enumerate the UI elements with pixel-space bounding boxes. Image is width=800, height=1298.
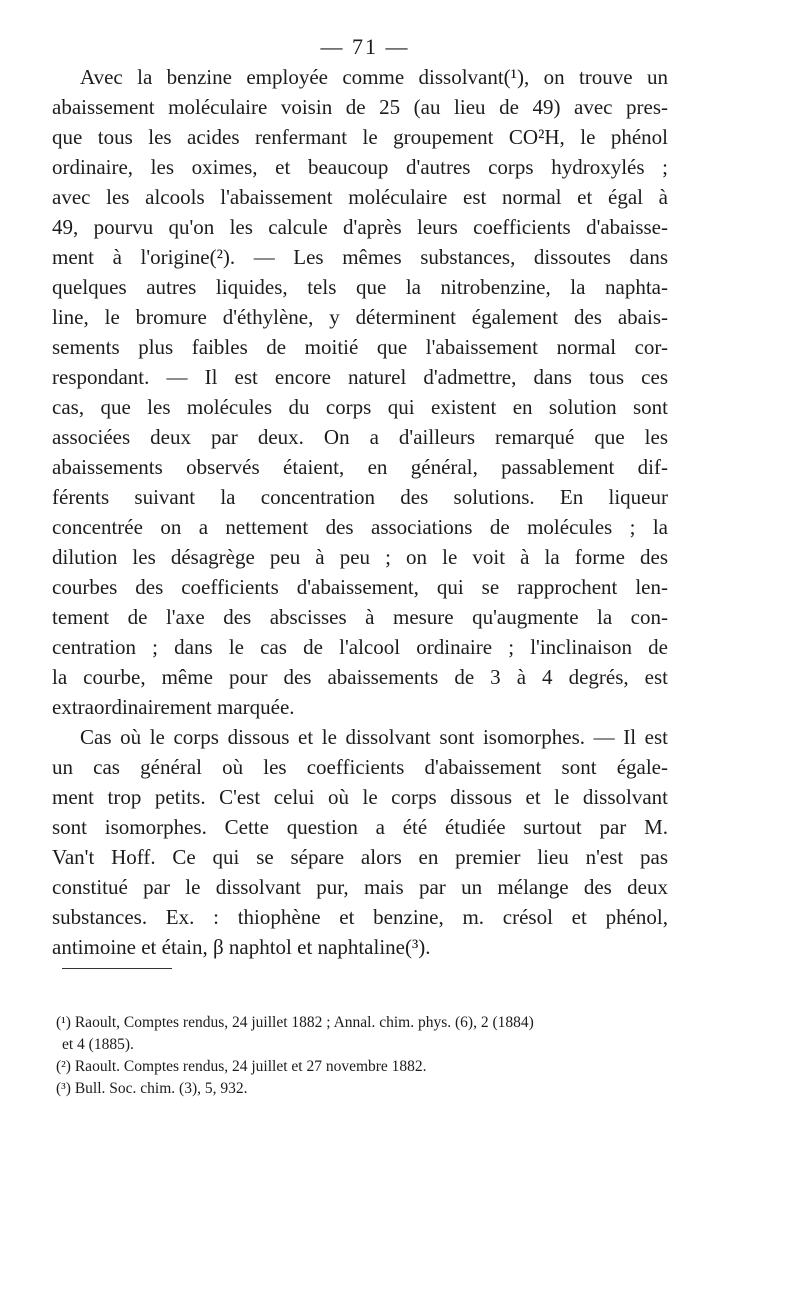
text-line: la courbe, même pour des abaissements de 3 à 4 degrés, est: [52, 665, 668, 689]
text-line: un cas général où les coefficients d'abaissement sont égale-: [52, 755, 668, 779]
footnotes: [56, 1012, 676, 1100]
text-line: sont isomorphes. Cette question a été étudiée surtout par M.: [52, 815, 668, 839]
footnote-1-continued: et 4 (1885).: [62, 1036, 134, 1053]
footnote-1: (¹) Raoult, Comptes rendus, 24 juillet 1882 ; Annal. chim. phys. (6), 2 (1884): [56, 1014, 534, 1031]
text-line: Avec la benzine employée comme dissolvant(¹), on trouve un: [80, 65, 668, 89]
text-line: concentrée on a nettement des associations de molécules ; la: [52, 515, 668, 539]
text-line: férents suivant la concentration des solutions. En liqueur: [52, 485, 668, 509]
text-line: sements plus faibles de moitié que l'abaissement normal cor-: [52, 335, 668, 359]
text-line: cas, que les molécules du corps qui existent en solution sont: [52, 395, 668, 419]
text-line: avec les alcools l'abaissement moléculaire est normal et égal à: [52, 185, 668, 209]
text-line: ment trop petits. C'est celui où le corps dissous et le dissolvant: [52, 785, 668, 809]
footnote-divider: [62, 968, 172, 969]
footnote-2: (²) Raoult. Comptes rendus, 24 juillet et 27 novembre 1882.: [56, 1058, 427, 1075]
footnote-3: (³) Bull. Soc. chim. (3), 5, 932.: [56, 1080, 248, 1097]
text-line: constitué par le dissolvant pur, mais par un mélange des deux: [52, 875, 668, 899]
text-line: extraordinairement marquée.: [52, 695, 295, 719]
text-line: courbes des coefficients d'abaissement, qui se rapprochent len-: [52, 575, 668, 599]
text-line: que tous les acides renfermant le groupement CO²H, le phénol: [52, 125, 668, 149]
text-line: line, le bromure d'éthylène, y déterminent également des abais-: [52, 305, 668, 329]
text-line: abaissements observés étaient, en général, passablement dif-: [52, 455, 668, 479]
page-number: — 71 —: [320, 34, 410, 59]
text-line: antimoine et étain, β naphtol et naphtaline(³).: [52, 935, 431, 959]
text-line: substances. Ex. : thiophène et benzine, m. crésol et phénol,: [52, 905, 668, 929]
text-line: ordinaire, les oximes, et beaucoup d'autres corps hydroxylés ;: [52, 155, 668, 179]
text-line: ment à l'origine(²). — Les mêmes substances, dissoutes dans: [52, 245, 668, 269]
text-line: dilution les désagrège peu à peu ; on le voit à la forme des: [52, 545, 668, 569]
text-line: 49, pourvu qu'on les calcule d'après leurs coefficients d'abaisse-: [52, 215, 668, 239]
text-line: tement de l'axe des abscisses à mesure qu'augmente la con-: [52, 605, 668, 629]
text-line: centration ; dans le cas de l'alcool ordinaire ; l'inclinaison de: [52, 635, 668, 659]
text-line: Van't Hoff. Ce qui se sépare alors en premier lieu n'est pas: [52, 845, 668, 869]
text-line: abaissement moléculaire voisin de 25 (au lieu de 49) avec pres-: [52, 95, 668, 119]
text-line: quelques autres liquides, tels que la nitrobenzine, la naphta-: [52, 275, 668, 299]
main-text: [52, 62, 668, 962]
text-line: respondant. — Il est encore naturel d'admettre, dans tous ces: [52, 365, 668, 389]
text-line: associées deux par deux. On a d'ailleurs remarqué que les: [52, 425, 668, 449]
text-line: Cas où le corps dissous et le dissolvant sont isomorphes. — Il est: [80, 725, 668, 749]
